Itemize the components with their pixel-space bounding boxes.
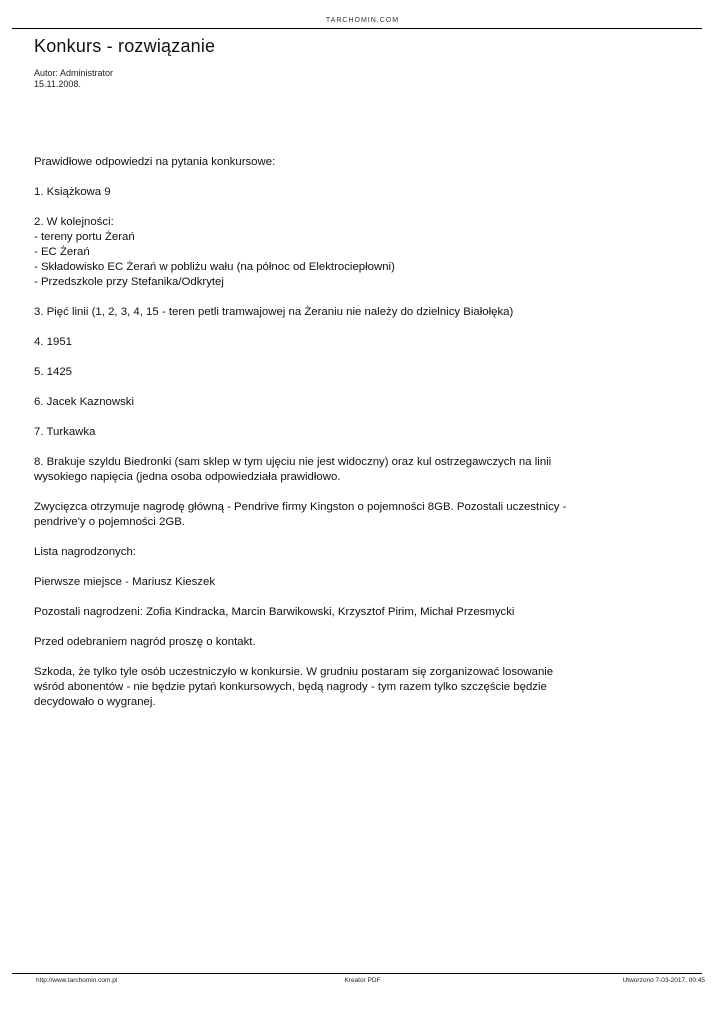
answer-2-item: - EC Żerań	[34, 246, 90, 258]
answer-1: 1. Książkowa 9	[34, 186, 111, 198]
author-line: Autor: Administrator	[34, 68, 114, 78]
contact-note: Przed odebraniem nagród proszę o kontakt.	[34, 636, 256, 648]
answer-2-heading: 2. W kolejności:	[34, 216, 114, 228]
intro-paragraph: Prawidłowe odpowiedzi na pytania konkursowe:	[34, 156, 276, 168]
winners-heading: Lista nagrodzonych:	[34, 546, 136, 558]
answer-5: 5. 1425	[34, 366, 73, 378]
answer-6: 6. Jacek Kaznowski	[34, 396, 135, 408]
article-body	[34, 155, 574, 725]
publish-date: 15.11.2008.	[34, 79, 81, 89]
answer-8: 8. Brakuje szyldu Biedronki (sam sklep w tym ujęciu nie jest widoczny) oraz kul ostrzegawczych na linii wysokiego napięcia (jedna osoba odpowiedziała prawidłowo.	[34, 456, 552, 483]
closing-paragraph: Szkoda, że tylko tyle osób uczestniczyło w konkursie. W grudniu postaram się zorganizować losowanie wśród abonentów - nie będzie pytań konkursowych, będą nagrody - tym razem tylko szczęście będzie decydowało o wygranej.	[34, 666, 554, 708]
answer-4: 4. 1951	[34, 336, 73, 348]
article-meta	[34, 68, 113, 90]
answer-2-item: - Składowisko EC Żerań w pobliżu wału (na północ od Elektrociepłowni)	[34, 261, 395, 273]
footer-created-date: Utworzono 7-03-2017, 00:45	[622, 977, 705, 984]
answer-7: 7. Turkawka	[34, 426, 96, 438]
answer-3: 3. Pięć linii (1, 2, 3, 4, 15 - teren petli tramwajowej na Żeraniu nie należy do dzielnicy Białołęka)	[34, 306, 514, 318]
answer-2	[34, 215, 574, 290]
answer-2-item: - Przedszkole przy Stefanika/Odkrytej	[34, 276, 224, 288]
page-title: Konkurs - rozwiązanie	[34, 36, 216, 56]
answer-2-item: - tereny portu Żerań	[34, 231, 135, 243]
other-winners: Pozostali nagrodzeni: Zofia Kindracka, Marcin Barwikowski, Krzysztof Pirim, Michał Przesmycki	[34, 606, 515, 618]
prizes-paragraph: Zwycięzca otrzymuje nagrodę główną - Pendrive firmy Kingston o pojemności 8GB. Pozostali uczestnicy - pendrive'y o pojemności 2GB.	[34, 501, 567, 528]
header-divider	[12, 28, 702, 29]
footer-site-link[interactable]: http://www.tarchomin.com.pl	[36, 977, 118, 984]
footer-divider	[12, 973, 702, 974]
first-place: Pierwsze miejsce - Mariusz Kieszek	[34, 576, 216, 588]
site-header: TARCHOMIN.COM	[325, 17, 400, 24]
footer-generator: Kreator PDF	[344, 977, 381, 984]
